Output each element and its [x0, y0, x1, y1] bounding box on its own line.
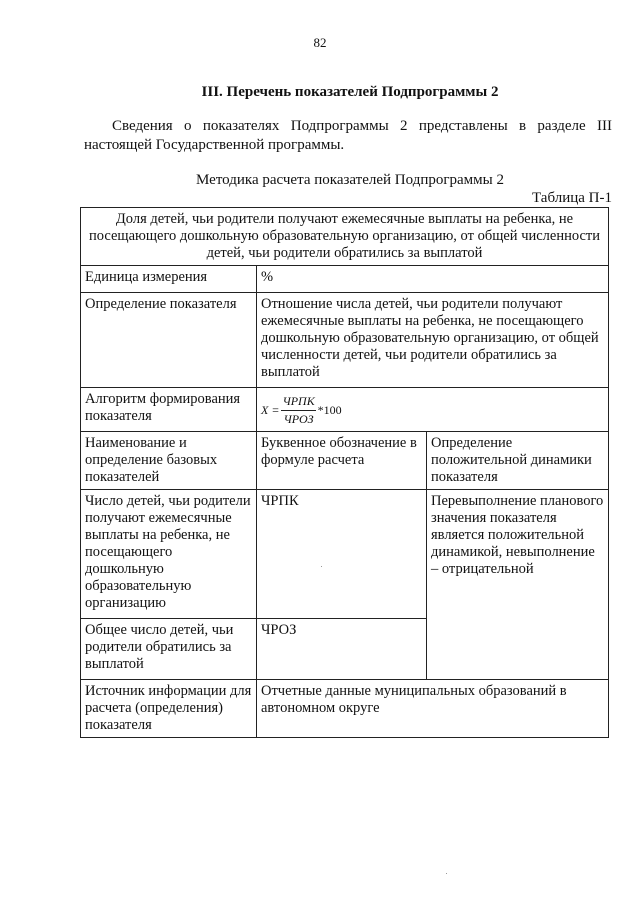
total-name: Общее число детей, чьи родители обратились за выплатой [81, 619, 257, 680]
table-header-row [81, 208, 609, 266]
formula [261, 393, 342, 428]
base-header-dynamics: Определение положительной динамики показателя [427, 432, 609, 490]
total-symbol: ЧРОЗ [257, 619, 427, 680]
children-name: Число детей, чьи родители получают ежемесячные выплаты на ребенка, не посещающего дошкольную образовательную организацию [81, 490, 257, 619]
intro-paragraph: Сведения о показателях Подпрограммы 2 представлены в разделе III настоящей Государственной программы. [84, 118, 612, 153]
unit-value: % [257, 266, 609, 293]
algorithm-label: Алгоритм формирования показателя [81, 388, 257, 432]
definition-label: Определение показателя [81, 293, 257, 388]
formula-fraction [281, 393, 315, 428]
formula-numerator: ЧРПК [281, 393, 315, 411]
base-header-name: Наименование и определение базовых показателей [81, 432, 257, 490]
scan-speck [446, 873, 447, 874]
source-row [81, 680, 609, 738]
scan-speck [321, 566, 322, 567]
base-header-row [81, 432, 609, 490]
indicator-table [80, 207, 609, 738]
source-value: Отчетные данные муниципальных образований в автономном округе [257, 680, 609, 738]
definition-row [81, 293, 609, 388]
children-row [81, 490, 609, 619]
definition-value: Отношение числа детей, чьи родители получают ежемесячные выплаты на ребенка, не посещающего дошкольную образовательную организацию, от общей численности детей, чьи родители обратились за выплатой [257, 293, 609, 388]
page-number: 82 [313, 35, 327, 50]
algorithm-row [81, 388, 609, 432]
source-label: Источник информации для расчета (определения) показателя [81, 680, 257, 738]
table-label: Таблица П-1 [532, 190, 612, 206]
positive-dynamics: Перевыполнение планового значения показателя является положительной динамикой, невыполнение – отрицательной [427, 490, 609, 680]
method-title: Методика расчета показателей Подпрограммы 2 [196, 172, 504, 188]
formula-denominator: ЧРОЗ [283, 412, 314, 426]
formula-tail: *100 [317, 403, 342, 417]
formula-lhs: X = [261, 403, 280, 417]
children-symbol: ЧРПК [257, 490, 427, 619]
formula-cell [257, 388, 609, 432]
base-header-symbol: Буквенное обозначение в формуле расчета [257, 432, 427, 490]
indicator-title-cell: Доля детей, чьи родители получают ежемесячные выплаты на ребенка, не посещающего дошкольную образовательную организацию, от общей численности детей, чьи родители обратились за выплатой [81, 208, 609, 266]
unit-row [81, 266, 609, 293]
section-title: III. Перечень показателей Подпрограммы 2 [201, 84, 499, 100]
unit-label: Единица измерения [81, 266, 257, 293]
